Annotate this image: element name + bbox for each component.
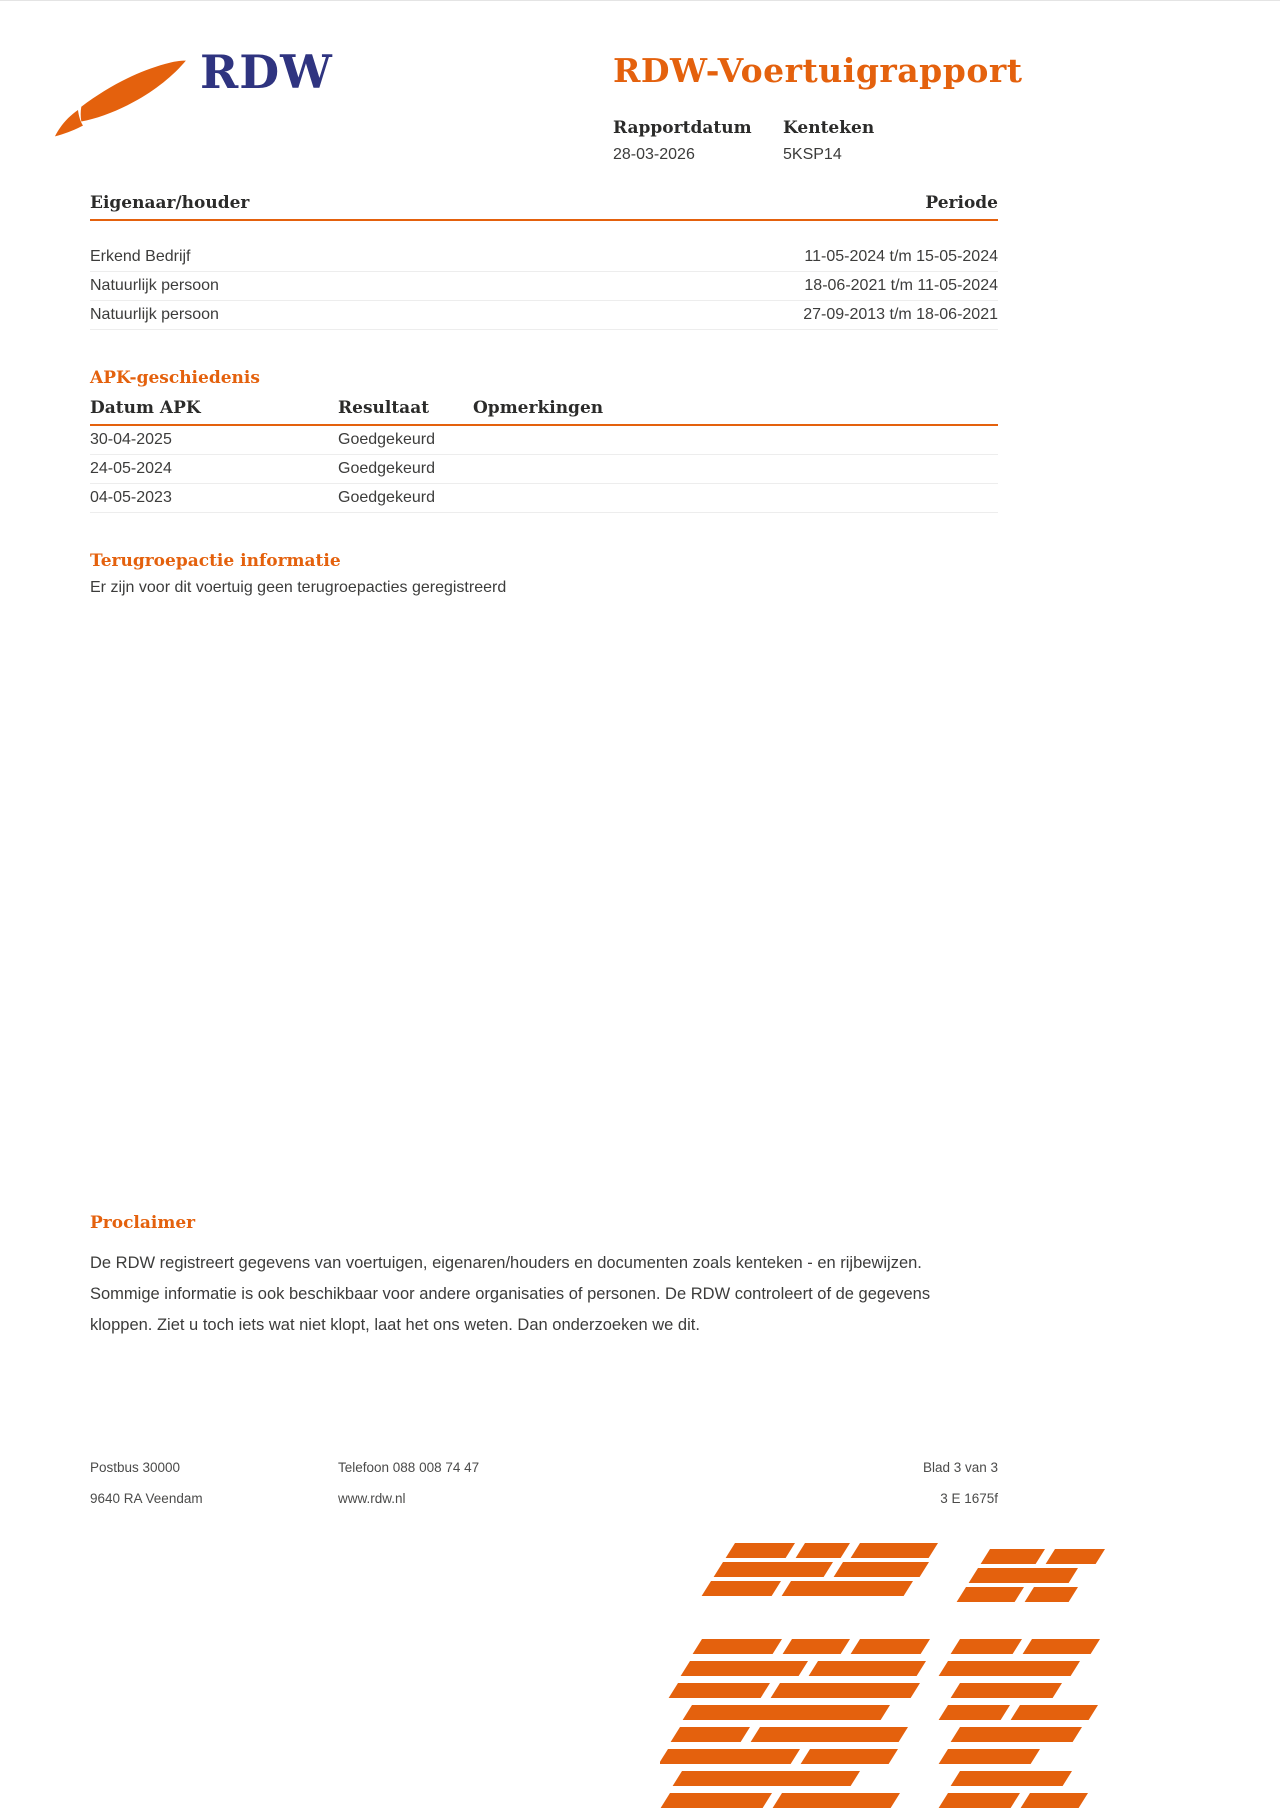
proclaimer-title: Proclaimer	[90, 1213, 196, 1233]
apk-remarks	[473, 488, 998, 508]
license-plate-label: Kenteken	[783, 118, 875, 138]
owner-row	[90, 243, 998, 272]
owner-period: 27-09-2013 t/m 18-06-2021	[803, 306, 998, 323]
recall-section-title: Terugroepactie informatie	[90, 551, 341, 571]
apk-row	[90, 484, 998, 513]
apk-result: Goedgekeurd	[338, 489, 435, 506]
section-divider	[90, 219, 998, 221]
report-title: RDW-Voertuigrapport	[613, 51, 1023, 90]
owner-name: Natuurlijk persoon	[90, 306, 219, 323]
proclaimer-section	[90, 1212, 970, 1341]
apk-date: 24-05-2024	[90, 460, 172, 477]
apk-table-header	[90, 397, 998, 419]
apk-col-date: Datum APK	[90, 398, 201, 418]
footer-phone: Telefoon 088 008 74 47	[338, 1460, 480, 1475]
apk-date: 30-04-2025	[90, 431, 172, 448]
owner-name: Erkend Bedrijf	[90, 248, 191, 265]
footer-page-indicator: Blad 3 van 3	[922, 1460, 998, 1475]
owner-period: 18-06-2021 t/m 11-05-2024	[804, 277, 998, 294]
apk-result: Goedgekeurd	[338, 460, 435, 477]
footer-city: 9640 RA Veendam	[90, 1491, 203, 1506]
apk-remarks	[473, 430, 998, 450]
apk-date: 04-05-2023	[90, 489, 172, 506]
footer-doc-code: 3 E 1675f	[940, 1491, 998, 1506]
apk-row	[90, 426, 998, 455]
owner-name: Natuurlijk persoon	[90, 277, 219, 294]
recall-section	[90, 550, 998, 598]
report-meta	[613, 117, 953, 165]
owner-section	[90, 192, 998, 330]
report-date-label: Rapportdatum	[613, 118, 752, 138]
rdw-logo-icon	[50, 56, 190, 141]
owner-row	[90, 301, 998, 330]
owner-section-title: Eigenaar/houder	[90, 193, 250, 213]
period-column-label: Periode	[925, 193, 998, 213]
apk-section-title: APK-geschiedenis	[90, 368, 260, 388]
apk-remarks	[473, 459, 998, 479]
rdw-stripes-graphic-icon	[660, 1541, 1120, 1812]
report-date-value: 28-03-2026	[613, 146, 695, 163]
apk-result: Goedgekeurd	[338, 431, 435, 448]
apk-col-result: Resultaat	[338, 398, 430, 418]
footer-website: www.rdw.nl	[338, 1491, 406, 1506]
footer-postbus: Postbus 30000	[90, 1460, 181, 1475]
license-plate-value: 5KSP14	[783, 146, 842, 163]
apk-col-remarks: Opmerkingen	[473, 398, 604, 418]
rdw-wordmark: RDW	[200, 45, 333, 99]
owner-row	[90, 272, 998, 301]
owner-table	[90, 243, 998, 330]
recall-text: Er zijn voor dit voertuig geen terugroepacties geregistreerd	[90, 579, 507, 596]
apk-row	[90, 455, 998, 484]
apk-section	[90, 367, 998, 513]
owner-period: 11-05-2024 t/m 15-05-2024	[804, 248, 998, 265]
proclaimer-text: De RDW registreert gegevens van voertuigen, eigenaren/houders en documenten zoals kenteken - en rijbewijzen. Sommige informatie is ook beschikbaar voor andere organisaties of personen. De RDW controleert of de gegevens kloppen. Ziet u toch iets wat niet klopt, laat het ons weten. Dan onderzoeken we dit.	[90, 1254, 931, 1334]
apk-table	[90, 426, 998, 513]
page-footer	[90, 1459, 998, 1507]
